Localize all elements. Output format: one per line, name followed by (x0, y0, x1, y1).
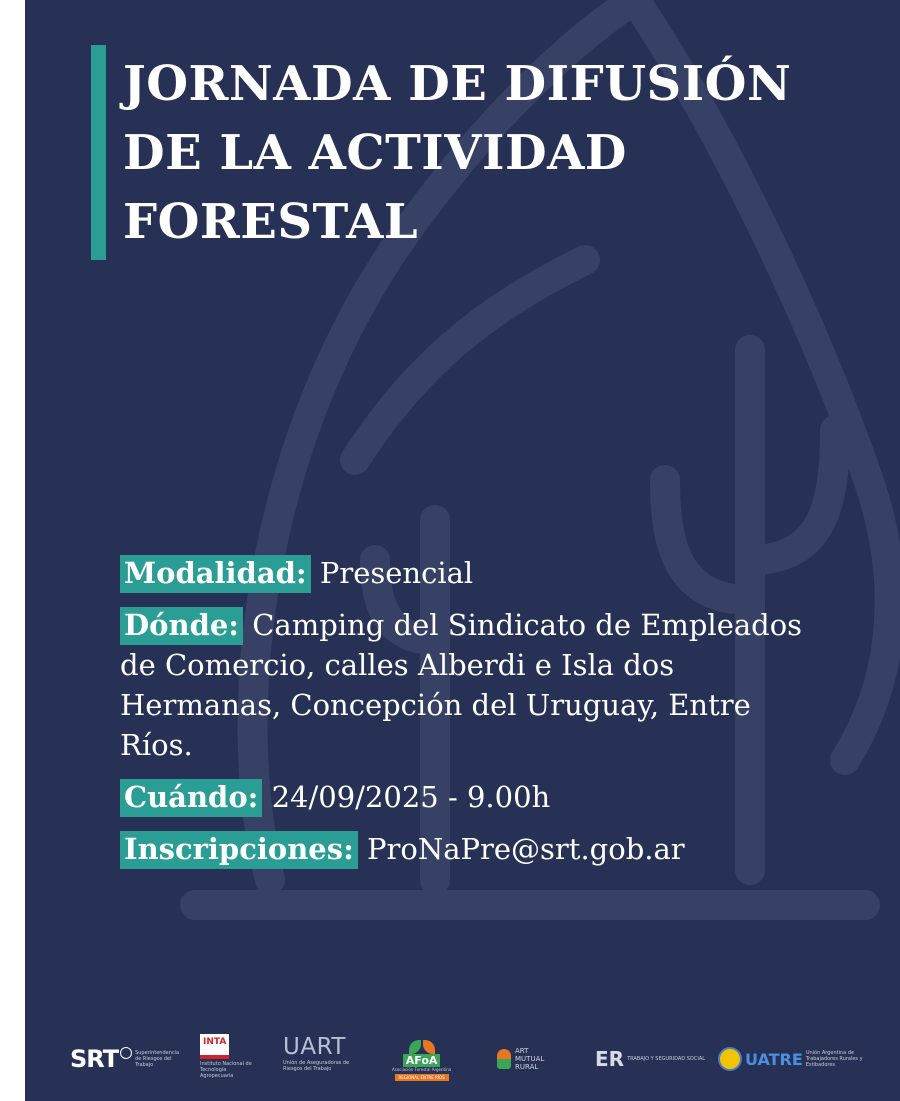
er-trabajo-logo (595, 1034, 712, 1084)
afoa-leaf-icon (409, 1040, 435, 1054)
inta-logo (200, 1034, 260, 1084)
title-line-2: DE LA ACTIVIDAD (123, 125, 627, 181)
modalidad-value: Presencial (319, 556, 474, 590)
inscripciones-email[interactable]: ProNaPre@srt.gob.ar (367, 832, 685, 866)
srt-emblem-icon (120, 1047, 132, 1059)
donde-row (120, 605, 820, 765)
modalidad-label: Modalidad: (120, 555, 311, 593)
title-line-3: FORESTAL (123, 194, 419, 250)
er-logo-text: ER (595, 1047, 625, 1071)
cuando-label: Cuándo: (120, 779, 262, 817)
donde-value: Camping del Sindicato de Empleados de Comercio, calles Alberdi e Isla dos Hermanas, Concepción del Uruguay, Entre Ríos. (120, 608, 803, 762)
inta-logo-text: INTA (200, 1034, 229, 1059)
afoa-logo-subtitle: Asociación Forestal Argentina (392, 1067, 452, 1072)
uatre-logo-subtitle: Unión Argentina de Trabajadores Rurales y Estibadores (805, 1050, 863, 1068)
srt-logo-text: SRT (70, 1045, 119, 1073)
uart-logo (283, 1034, 355, 1084)
uatre-logo (718, 1034, 866, 1084)
event-details (120, 553, 820, 881)
srt-logo (70, 1034, 180, 1084)
uart-logo-text: UART (283, 1034, 346, 1060)
page-title (123, 50, 863, 257)
srt-logo-subtitle: Superintendencia de Riesgos del Trabajo (135, 1050, 180, 1068)
inta-logo-subtitle: Instituto Nacional de Tecnología Agropecuaria (200, 1061, 252, 1079)
uart-logo-subtitle: Unión de Aseguradoras de Riesgos del Trabajo (283, 1060, 350, 1072)
donde-label: Dónde: (120, 607, 243, 645)
inscripciones-label: Inscripciones: (120, 831, 358, 869)
poster (25, 0, 900, 1101)
afoa-logo (392, 1040, 451, 1090)
cuando-value: 24/09/2025 - 9.00h (271, 780, 551, 814)
uatre-emblem-icon (718, 1047, 742, 1071)
cuando-row (120, 777, 820, 817)
modalidad-row (120, 553, 820, 593)
afoa-logo-text: AFoA (403, 1054, 441, 1067)
er-logo-subtitle: TRABAJO Y SEGURIDAD SOCIAL (627, 1056, 706, 1062)
art-mutual-rural-emblem-icon (497, 1049, 511, 1069)
art-mutual-rural-text: ART MUTUAL RURAL (515, 1047, 545, 1071)
art-mutual-rural-logo (497, 1034, 549, 1084)
afoa-regional-badge: REGIONAL ENTRE RÍOS (395, 1074, 449, 1081)
title-accent-bar (91, 45, 106, 260)
inscripciones-row (120, 829, 820, 869)
uatre-logo-text: UATRE (745, 1049, 803, 1069)
title-line-1: JORNADA DE DIFUSIÓN (123, 56, 792, 112)
